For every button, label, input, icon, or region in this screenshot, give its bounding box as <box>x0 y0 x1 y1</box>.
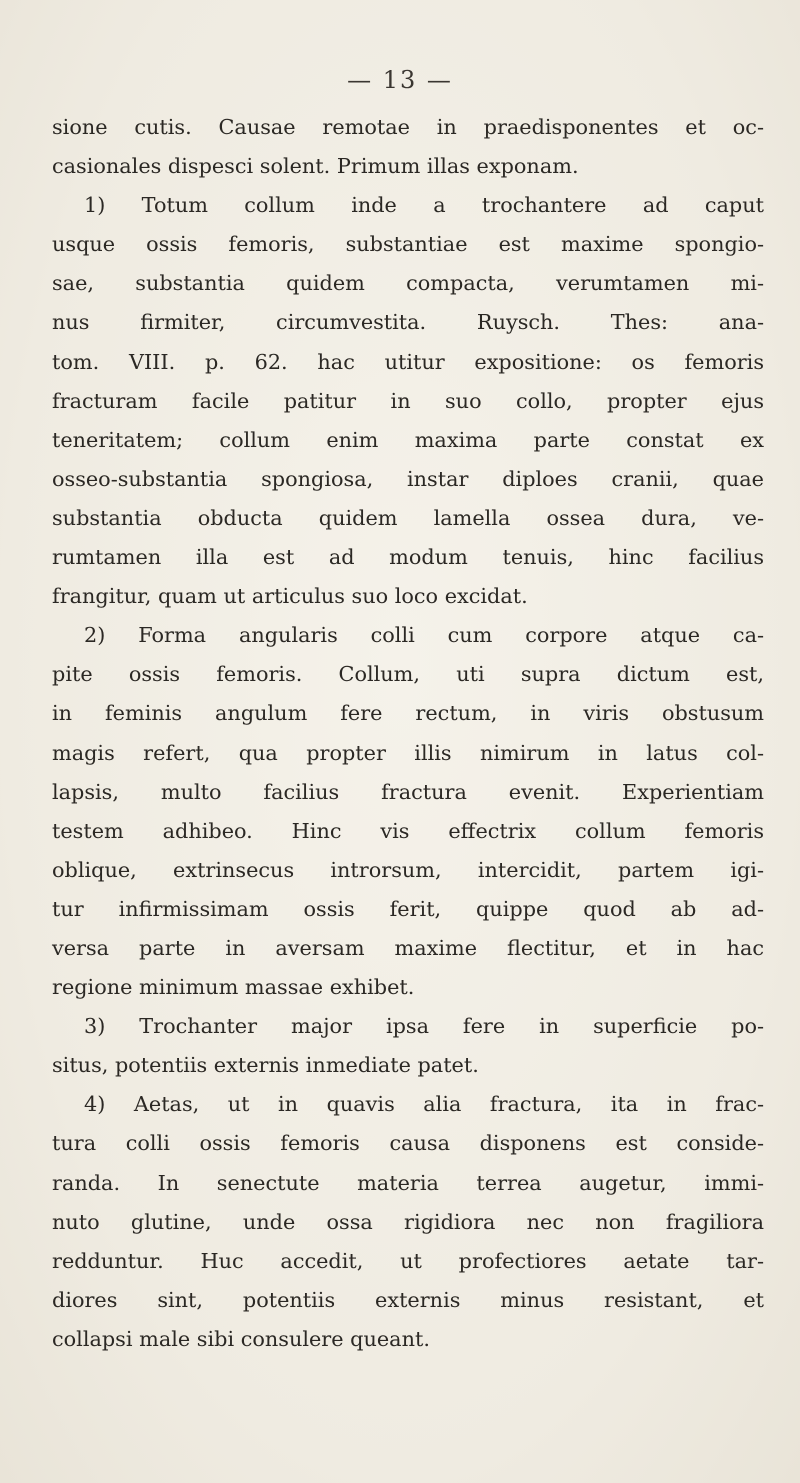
text-line: pite ossis femoris. Collum, uti supra dictum est, <box>52 662 764 687</box>
text-line: collapsi male sibi consulere queant. <box>52 1326 430 1351</box>
text-line: lapsis, multo facilius fractura evenit. Experientiam <box>52 779 764 804</box>
page-number: — 13 — <box>347 66 453 94</box>
body-text <box>52 108 764 1359</box>
text-line: usque ossis femoris, substantiae est maxime spongio- <box>52 232 764 257</box>
text-line: substantia obducta quidem lamella ossea dura, ve- <box>52 505 764 530</box>
text-line: redduntur. Huc accedit, ut profectiores aetate tar- <box>52 1248 764 1273</box>
text-line: 4) Aetas, ut in quavis alia fractura, ita in frac- <box>84 1092 764 1117</box>
text-line: diores sint, potentiis externis minus resistant, et <box>52 1287 764 1312</box>
text-line: oblique, extrinsecus introrsum, intercidit, partem igi- <box>52 857 764 882</box>
text-line: rumtamen illa est ad modum tenuis, hinc facilius <box>52 545 764 570</box>
text-line: versa parte in aversam maxime flectitur, et in hac <box>52 935 764 960</box>
text-line: sae, substantia quidem compacta, verumtamen mi- <box>52 271 764 296</box>
text-line: casionales dispesci solent. Primum illas exponam. <box>52 154 579 179</box>
text-line: in feminis angulum fere rectum, in viris obstusum <box>52 701 764 726</box>
text-line: regione minimum massae exhibet. <box>52 975 415 1000</box>
text-line: 2) Forma angularis colli cum corpore atque ca- <box>84 623 764 648</box>
text-line: nuto glutine, unde ossa rigidiora nec non fragiliora <box>52 1209 764 1234</box>
text-line: tura colli ossis femoris causa disponens est conside- <box>52 1131 764 1156</box>
text-line: 3) Trochanter major ipsa fere in superficie po- <box>84 1014 764 1039</box>
text-line: fracturam facile patitur in suo collo, propter ejus <box>52 388 764 413</box>
text-line: frangitur, quam ut articulus suo loco excidat. <box>52 584 528 609</box>
text-line: testem adhibeo. Hinc vis effectrix collum femoris <box>52 818 764 843</box>
text-line: 1) Totum collum inde a trochantere ad caput <box>84 193 764 218</box>
text-line: randa. In senectute materia terrea augetur, immi- <box>52 1170 764 1195</box>
text-line: situs, potentiis externis inmediate patet. <box>52 1053 479 1078</box>
text-line: teneritatem; collum enim maxima parte constat ex <box>52 427 764 452</box>
text-line: magis refert, qua propter illis nimirum in latus col- <box>52 740 764 765</box>
text-line: tur infirmissimam ossis ferit, quippe quod ab ad- <box>52 896 764 921</box>
text-line: sione cutis. Causae remotae in praedisponentes et oc- <box>52 115 764 139</box>
text-line: osseo-substantia spongiosa, instar diploes cranii, quae <box>52 466 764 491</box>
text-line: nus firmiter, circumvestita. Ruysch. Thes: ana- <box>52 310 764 335</box>
text-line: tom. VIII. p. 62. hac utitur expositione: os femoris <box>52 349 764 374</box>
